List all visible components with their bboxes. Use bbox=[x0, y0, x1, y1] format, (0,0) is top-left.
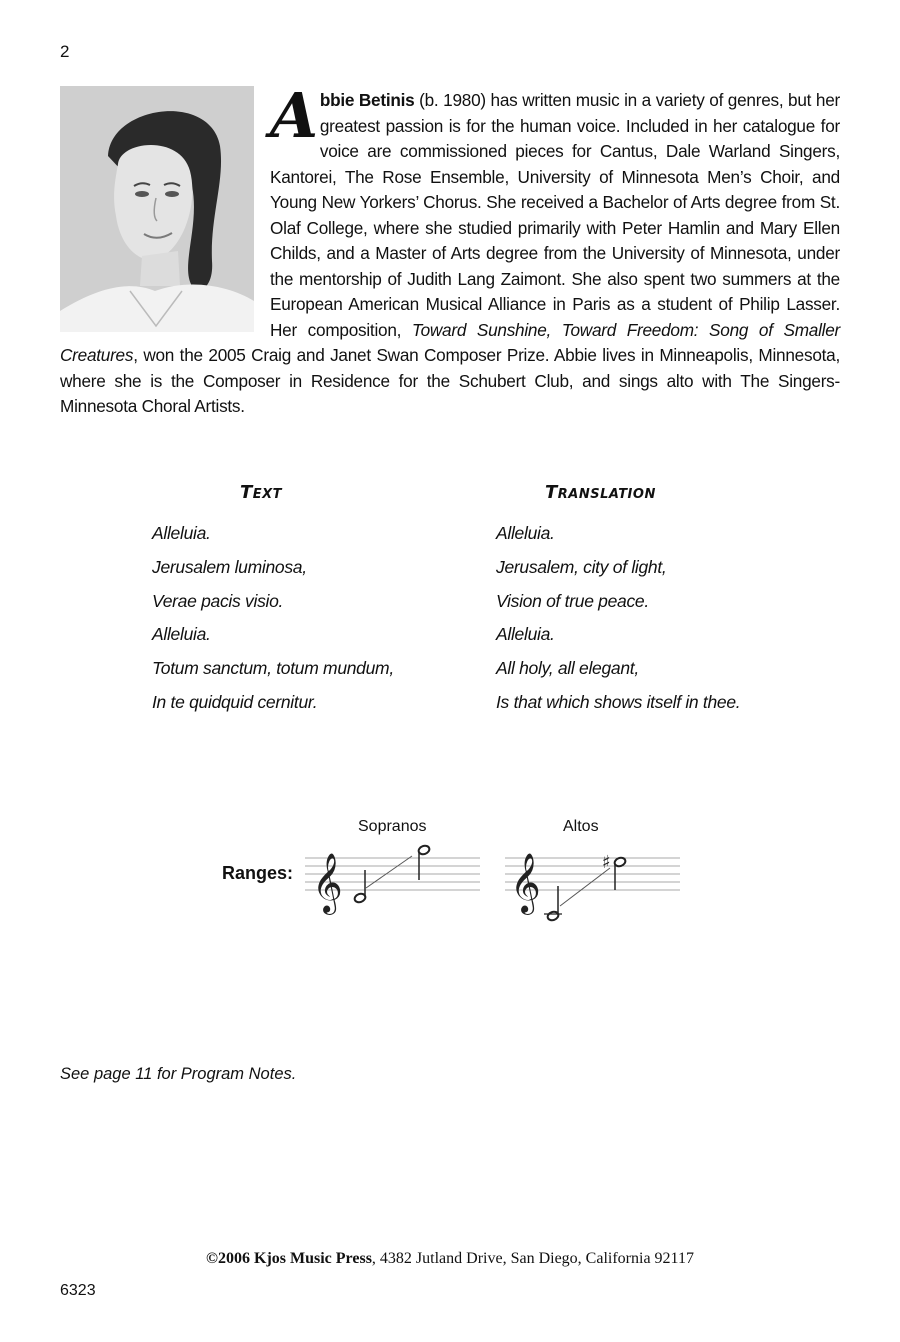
copyright-line bbox=[0, 1250, 900, 1268]
text-line: Alleluia. bbox=[152, 624, 211, 645]
latin-text-column bbox=[152, 517, 394, 720]
bio-dropcap: A bbox=[270, 79, 318, 152]
altos-label: Altos bbox=[563, 818, 599, 835]
treble-clef-icon: 𝄞 bbox=[312, 853, 343, 913]
program-notes-reference: See page 11 for Program Notes. bbox=[60, 1065, 297, 1083]
page-number: 2 bbox=[60, 42, 70, 61]
bio-text-2: , won the 2005 Craig and Janet Swan Composer Prize. Abbie lives in Minneapolis, Minnesota, where she is the Composer in Residence for the Schubert Club, and sings alto with The Singers-Minnesota Choral Artists. bbox=[60, 345, 840, 416]
alto-range-notes bbox=[544, 852, 627, 922]
publisher: ©2006 Kjos Music Press bbox=[206, 1250, 372, 1267]
ranges-label: Ranges: bbox=[222, 863, 294, 883]
translation-column bbox=[496, 517, 740, 720]
bio-text-1: (b. 1980) has written music in a variety of genres, but her greatest passion is for the human voice. Included in her catalogue for voice are commissioned pieces for Cantus, Dale Warland Singers, Kantorei, The Rose Ensemble, University of Minnesota Men’s Choir, and Young New Yorkers’ Chorus. She received a Bachelor of Arts degree from St. Olaf College, where she studied primarily with Peter Hamlin and Mary Ellen Childs, and a Master of Arts degree from the University of Minnesota, under the mentorship of Judith Lang Zaimont. She also spent two summers at the European American Musical Alliance in Paris as a student of Philip Lasser. Her composition, bbox=[270, 90, 840, 340]
translation-heading: Translation bbox=[545, 482, 656, 503]
translation-line: Jerusalem, city of light, bbox=[496, 556, 667, 577]
translation-line: Vision of true peace. bbox=[496, 590, 649, 611]
text-line: Alleluia. bbox=[152, 523, 211, 543]
work-title: Toward Sunshine, Toward Freedom: Song of Smaller Creatures bbox=[60, 319, 840, 365]
composer-name: bbie Betinis bbox=[319, 90, 415, 110]
sharp-icon: ♯ bbox=[602, 852, 611, 873]
translation-line: Alleluia. bbox=[496, 523, 555, 543]
text-line: In te quidquid cernitur. bbox=[152, 691, 318, 712]
text-line: Jerusalem luminosa, bbox=[152, 556, 307, 577]
translation-line: Alleluia. bbox=[496, 624, 555, 645]
text-heading: Text bbox=[240, 482, 283, 503]
treble-clef-icon: 𝄞 bbox=[510, 853, 541, 913]
vocal-ranges-staff bbox=[300, 838, 690, 928]
translation-line: Is that which shows itself in thee. bbox=[496, 691, 741, 712]
text-line: Verae pacis visio. bbox=[152, 590, 284, 611]
text-line: Totum sanctum, totum mundum, bbox=[152, 658, 394, 679]
sopranos-label: Sopranos bbox=[358, 818, 427, 835]
translation-line: All holy, all elegant, bbox=[496, 658, 639, 679]
publisher-address: , 4382 Jutland Drive, San Diego, California 92117 bbox=[371, 1250, 694, 1267]
composer-bio bbox=[60, 79, 840, 420]
catalog-number: 6323 bbox=[60, 1282, 96, 1299]
